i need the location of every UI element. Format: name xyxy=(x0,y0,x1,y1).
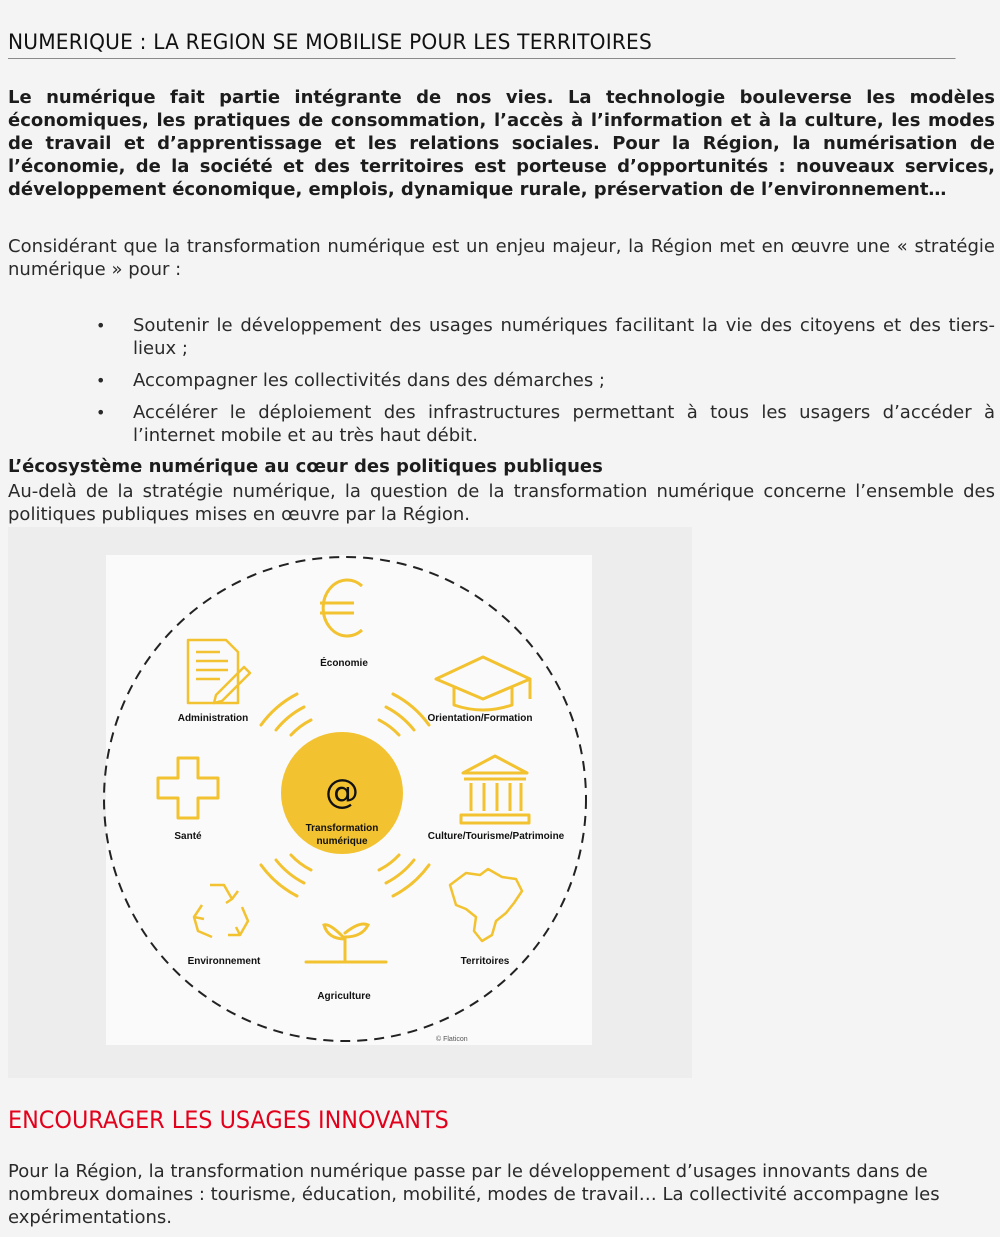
center-label-line1: Transformation xyxy=(305,823,379,834)
list-item: • Accompagner les collectivités dans des démarches ; xyxy=(96,370,605,391)
section2-title: ENCOURAGER LES USAGES INNOVANTS xyxy=(8,1106,449,1134)
intro-paragraph: Le numérique fait partie intégrante de nos vies. La technologie bouleverse les modèles économiques, les pratiques de consommation, l’accès à l’information et à la culture, les modes de travail et d’apprentissage et les relations sociales. Pour la Région, la numérisation de l’économie, de la société et des territoires est porteuse d’opportunités : nouveaux services, développement économique, emplois, dynamique rurale, préservation de l’environnement… xyxy=(8,87,995,200)
strategy-list xyxy=(8,314,995,456)
ecosystem-paragraph: Au-delà de la stratégie numérique, la question de la transformation numérique concerne l’ensemble des politiques publiques mises en œuvre par la Région. xyxy=(8,481,995,525)
section2-paragraph: Pour la Région, la transformation numérique passe par le développement d’usages innovants dans de nombreux domaines : tourisme, éducation, mobilité, modes de travail… La collectivité accompagne les expérimentations. xyxy=(8,1161,940,1228)
at-sign-icon: @ xyxy=(325,772,359,812)
credit-label: © Flaticon xyxy=(436,1036,468,1043)
list-item: • Soutenir le développement des usages numériques facilitant la vie des citoyens et des tiers-lieux ; xyxy=(96,315,995,359)
label-sante: Santé xyxy=(174,831,202,842)
label-agriculture: Agriculture xyxy=(317,991,371,1002)
strategy-intro-paragraph: Considérant que la transformation numérique est un enjeu majeur, la Région met en œuvre une « stratégie numérique » pour : xyxy=(8,236,995,280)
bullet-icon: • xyxy=(96,316,106,335)
label-administration: Administration xyxy=(177,713,249,724)
label-economie: Économie xyxy=(320,658,368,669)
bullet-icon: • xyxy=(96,403,106,422)
label-orientation: Orientation/Formation xyxy=(427,713,533,724)
label-territoires: Territoires xyxy=(460,956,510,967)
list-item: • Accélérer le déploiement des infrastructures permettant à tous les usagers d’accéder à l’internet mobile et au très haut débit. xyxy=(96,402,995,446)
bullet-icon: • xyxy=(96,371,106,390)
center-label-line2: numérique xyxy=(316,836,368,847)
ecosystem-heading: L’écosystème numérique au cœur des politiques publiques xyxy=(8,456,603,477)
label-environnement: Environnement xyxy=(187,956,261,967)
page-title: NUMERIQUE : LA REGION SE MOBILISE POUR LES TERRITOIRES xyxy=(8,30,956,59)
ecosystem-diagram xyxy=(8,527,692,1078)
label-culture: Culture/Tourisme/Patrimoine xyxy=(427,831,565,842)
